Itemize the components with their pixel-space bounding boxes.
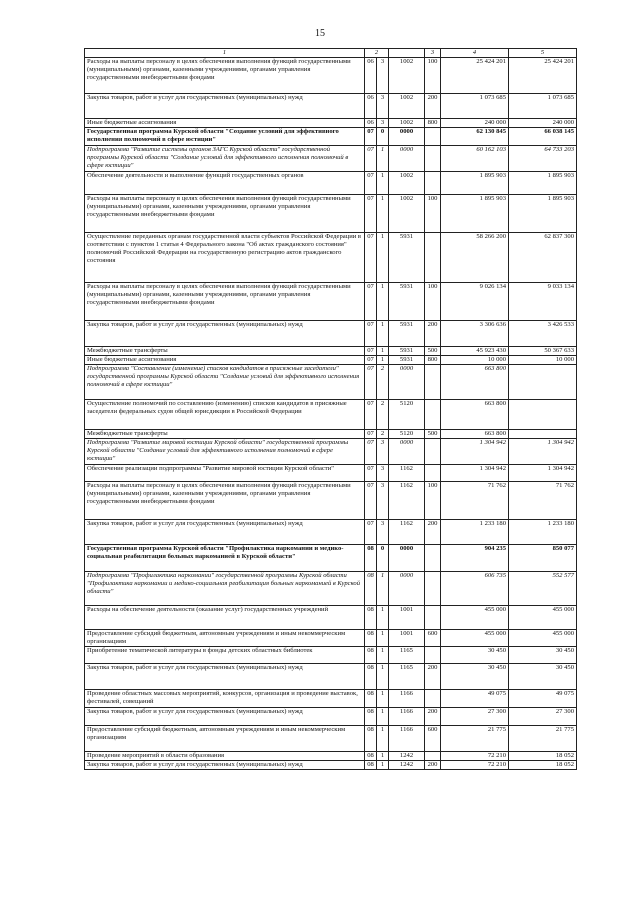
row-subsection: 3 [377,119,389,128]
row-amount-year-2: 455 000 [509,630,577,647]
table-row [85,119,577,128]
row-amount-year-2: 552 577 [509,572,577,606]
row-target-code: 5931 [389,356,425,365]
row-name: Государственная программа Курской области "Профилактика наркомании и медико-социальная реабилитация больных наркоманией в Курской области" [85,545,365,572]
row-expense-type [425,233,441,283]
row-name: Осуществление переданных органам государственной власти субъектов Российской Федерации в соответствии с пунктом 1 статьи 4 Федерального закона "Об актах гражданского состояния" полномочий Российской Федерации на государственную регистрацию актов гражданского состояния [85,233,365,283]
table-row [85,690,577,708]
row-expense-type: 100 [425,283,441,321]
row-expense-type: 200 [425,664,441,690]
row-name: Подпрограмма "Развитие мировой юстиции Курской области" государственной программы Курской области "Создание условий для эффективного исполнения полномочий в сфере юстиции" [85,439,365,465]
row-target-code: 5931 [389,283,425,321]
row-section: 07 [365,195,377,233]
row-amount-year-1: 455 000 [441,630,509,647]
row-subsection: 1 [377,752,389,761]
row-subsection: 1 [377,708,389,726]
row-amount-year-1: 3 306 636 [441,321,509,347]
header-col-5: 5 [509,49,577,58]
row-expense-type: 600 [425,726,441,752]
row-expense-type [425,400,441,430]
row-subsection: 2 [377,430,389,439]
row-section: 08 [365,606,377,630]
row-expense-type [425,606,441,630]
row-expense-type: 100 [425,482,441,520]
row-subsection: 2 [377,365,389,400]
row-expense-type [425,172,441,195]
row-section: 08 [365,647,377,664]
row-name: Государственная программа Курской области "Создание условий для эффективного исполнения полномочий в сфере юстиции" [85,128,365,146]
row-amount-year-2: 27 300 [509,708,577,726]
row-expense-type: 600 [425,630,441,647]
row-expense-type: 500 [425,347,441,356]
row-amount-year-2: 64 733 203 [509,146,577,172]
row-amount-year-1: 49 075 [441,690,509,708]
row-amount-year-1: 1 304 942 [441,465,509,482]
row-expense-type [425,572,441,606]
row-name: Проведение областных массовых мероприятий, конкурсов, организация и проведение выставок, фестивалей, совещаний [85,690,365,708]
row-expense-type: 200 [425,94,441,119]
row-target-code: 1002 [389,94,425,119]
row-amount-year-1: 72 210 [441,761,509,770]
row-amount-year-2: 30 450 [509,647,577,664]
row-subsection: 1 [377,195,389,233]
row-target-code: 1002 [389,119,425,128]
row-amount-year-2: 71 762 [509,482,577,520]
row-subsection: 1 [377,606,389,630]
row-expense-type [425,690,441,708]
row-amount-year-2: 1 304 942 [509,465,577,482]
row-section: 07 [365,347,377,356]
row-name: Приобретение тематической литературы в фонды детских областных библиотек [85,647,365,664]
row-subsection: 1 [377,321,389,347]
row-expense-type: 200 [425,708,441,726]
row-name: Расходы на выплаты персоналу в целях обеспечения выполнения функций государственными (муниципальными) органами, казенными учреждениями, органами управления государственными внебюджетными фондами [85,482,365,520]
row-expense-type [425,439,441,465]
table-row [85,545,577,572]
table-row [85,283,577,321]
row-subsection: 1 [377,356,389,365]
row-amount-year-1: 10 000 [441,356,509,365]
row-expense-type: 800 [425,119,441,128]
row-target-code: 0000 [389,545,425,572]
row-subsection: 1 [377,233,389,283]
row-expense-type [425,647,441,664]
row-amount-year-1: 21 775 [441,726,509,752]
row-amount-year-2: 1 895 903 [509,172,577,195]
row-subsection: 3 [377,465,389,482]
row-section: 07 [365,146,377,172]
row-target-code: 5931 [389,321,425,347]
row-amount-year-1: 1 895 903 [441,195,509,233]
row-section: 08 [365,545,377,572]
row-target-code: 5120 [389,400,425,430]
row-section: 07 [365,482,377,520]
row-section: 07 [365,520,377,545]
row-name: Расходы на обеспечение деятельности (оказание услуг) государственных учреждений [85,606,365,630]
row-target-code: 1242 [389,752,425,761]
row-name: Закупка товаров, работ и услуг для государственных (муниципальных) нужд [85,708,365,726]
row-target-code: 0000 [389,439,425,465]
table-row [85,572,577,606]
row-amount-year-2: 62 837 300 [509,233,577,283]
row-amount-year-1: 25 424 201 [441,58,509,94]
row-amount-year-1: 663 800 [441,365,509,400]
table-row [85,347,577,356]
row-amount-year-2: 850 077 [509,545,577,572]
row-amount-year-1: 62 130 845 [441,128,509,146]
row-expense-type [425,545,441,572]
row-name: Подпрограмма "Профилактика наркомании" государственной программы Курской области "Профилактика наркомании и медико-социальная реабилитация больных наркоманией в Курской области" [85,572,365,606]
row-amount-year-2: 9 033 134 [509,283,577,321]
row-amount-year-2: 10 000 [509,356,577,365]
row-amount-year-2: 30 450 [509,664,577,690]
row-amount-year-2 [509,430,577,439]
header-col-4: 4 [441,49,509,58]
row-section: 07 [365,439,377,465]
row-section: 08 [365,572,377,606]
row-name: Закупка товаров, работ и услуг для государственных (муниципальных) нужд [85,94,365,119]
row-expense-type: 200 [425,520,441,545]
header-col-3: 3 [425,49,441,58]
table-row [85,430,577,439]
row-target-code: 1165 [389,664,425,690]
table-row [85,664,577,690]
table-row [85,761,577,770]
table-row [85,233,577,283]
header-col-empty [389,49,425,58]
row-target-code: 1002 [389,172,425,195]
row-subsection: 1 [377,572,389,606]
table-row [85,465,577,482]
header-col-2: 2 [365,49,389,58]
row-subsection: 1 [377,690,389,708]
table-header-row [85,49,577,58]
row-target-code: 0000 [389,128,425,146]
row-subsection: 1 [377,761,389,770]
row-subsection: 1 [377,283,389,321]
row-amount-year-2: 21 775 [509,726,577,752]
row-name: Межбюджетные трансферты [85,347,365,356]
row-amount-year-2: 1 233 180 [509,520,577,545]
row-amount-year-2: 49 075 [509,690,577,708]
page-number: 15 [315,28,325,39]
row-expense-type: 100 [425,58,441,94]
row-amount-year-2: 3 426 533 [509,321,577,347]
row-amount-year-1: 240 000 [441,119,509,128]
table-row [85,195,577,233]
row-expense-type [425,365,441,400]
row-name: Обеспечение деятельности и выполнение функций государственных органов [85,172,365,195]
row-section: 08 [365,752,377,761]
row-section: 08 [365,761,377,770]
row-target-code: 1162 [389,465,425,482]
row-subsection: 0 [377,545,389,572]
row-amount-year-1: 72 210 [441,752,509,761]
budget-table [84,48,577,770]
row-amount-year-1: 1 233 180 [441,520,509,545]
table-row [85,606,577,630]
row-amount-year-2 [509,400,577,430]
row-section: 07 [365,356,377,365]
row-amount-year-1: 71 762 [441,482,509,520]
row-amount-year-2: 18 052 [509,752,577,761]
row-name: Закупка товаров, работ и услуг для государственных (муниципальных) нужд [85,761,365,770]
row-target-code: 5931 [389,347,425,356]
table-row [85,439,577,465]
row-amount-year-1: 606 735 [441,572,509,606]
row-amount-year-2 [509,365,577,400]
row-amount-year-1: 663 800 [441,400,509,430]
row-target-code: 1001 [389,606,425,630]
row-section: 06 [365,58,377,94]
row-amount-year-2: 1 895 903 [509,195,577,233]
row-subsection: 1 [377,664,389,690]
table-row [85,482,577,520]
row-name: Закупка товаров, работ и услуг для государственных (муниципальных) нужд [85,520,365,545]
table-row [85,146,577,172]
row-target-code: 5931 [389,233,425,283]
row-name: Закупка товаров, работ и услуг для государственных (муниципальных) нужд [85,321,365,347]
row-section: 06 [365,94,377,119]
row-amount-year-1: 9 026 134 [441,283,509,321]
row-name: Расходы на выплаты персоналу в целях обеспечения выполнения функций государственными (муниципальными) органами, казенными учреждениями, органами управления государственными внебюджетными фондами [85,58,365,94]
row-subsection: 1 [377,726,389,752]
table-row [85,58,577,94]
row-target-code: 1242 [389,761,425,770]
row-expense-type [425,465,441,482]
row-amount-year-1: 455 000 [441,606,509,630]
row-section: 07 [365,283,377,321]
table-row [85,365,577,400]
row-subsection: 1 [377,630,389,647]
row-section: 08 [365,726,377,752]
row-target-code: 5120 [389,430,425,439]
row-name: Проведение мероприятий в области образования [85,752,365,761]
row-expense-type [425,752,441,761]
row-name: Предоставление субсидий бюджетным, автономным учреждениям и иным некоммерческим организациям [85,630,365,647]
row-expense-type: 200 [425,761,441,770]
row-amount-year-2: 66 038 145 [509,128,577,146]
table-row [85,647,577,664]
row-subsection: 3 [377,439,389,465]
row-expense-type: 500 [425,430,441,439]
row-section: 07 [365,400,377,430]
row-section: 07 [365,172,377,195]
row-amount-year-1: 30 450 [441,664,509,690]
table-row [85,400,577,430]
row-subsection: 3 [377,94,389,119]
row-amount-year-2: 1 073 685 [509,94,577,119]
row-target-code: 1162 [389,520,425,545]
row-expense-type: 100 [425,195,441,233]
row-amount-year-1: 27 300 [441,708,509,726]
row-subsection: 3 [377,520,389,545]
row-amount-year-2: 1 304 942 [509,439,577,465]
row-subsection: 3 [377,58,389,94]
row-expense-type [425,128,441,146]
row-name: Закупка товаров, работ и услуг для государственных (муниципальных) нужд [85,664,365,690]
row-amount-year-1: 58 266 200 [441,233,509,283]
row-amount-year-1: 904 235 [441,545,509,572]
row-name: Предоставление субсидий бюджетным, автономным учреждениям и иным некоммерческим организациям [85,726,365,752]
row-subsection: 1 [377,647,389,664]
header-col-1: 1 [85,49,365,58]
row-section: 07 [365,465,377,482]
table-row [85,726,577,752]
row-section: 07 [365,128,377,146]
row-subsection: 3 [377,482,389,520]
row-amount-year-1: 1 073 685 [441,94,509,119]
row-name: Осуществление полномочий по составлению (изменению) списков кандидатов в присяжные заседатели федеральных судов общей юрисдикции в Российской Федерации [85,400,365,430]
row-subsection: 0 [377,128,389,146]
row-target-code: 1002 [389,58,425,94]
table-row [85,752,577,761]
row-name: Подпрограмма "Развитие системы органов ЗАГС Курской области" государственной программы Курской области "Создание условий для эффективного исполнения полномочий в сфере юстиции" [85,146,365,172]
row-amount-year-1: 663 800 [441,430,509,439]
row-target-code: 1166 [389,726,425,752]
row-amount-year-2: 50 367 633 [509,347,577,356]
row-section: 08 [365,630,377,647]
row-target-code: 1162 [389,482,425,520]
row-expense-type: 800 [425,356,441,365]
row-subsection: 1 [377,146,389,172]
table-row [85,321,577,347]
row-section: 08 [365,708,377,726]
row-amount-year-2: 455 000 [509,606,577,630]
row-name: Обеспечение реализации подпрограммы "Развитие мировой юстиции Курской области" [85,465,365,482]
row-target-code: 1166 [389,708,425,726]
table-row [85,630,577,647]
row-section: 06 [365,119,377,128]
row-section: 08 [365,664,377,690]
table-row [85,708,577,726]
row-target-code: 0000 [389,365,425,400]
row-amount-year-2: 25 424 201 [509,58,577,94]
row-section: 08 [365,690,377,708]
row-name: Расходы на выплаты персоналу в целях обеспечения выполнения функций государственными (муниципальными) органами, казенными учреждениями, органами управления государственными внебюджетными фондами [85,283,365,321]
row-amount-year-2: 18 052 [509,761,577,770]
row-amount-year-1: 1 895 903 [441,172,509,195]
row-name: Расходы на выплаты персоналу в целях обеспечения выполнения функций государственными (муниципальными) органами, казенными учреждениями, органами управления государственными внебюджетными фондами [85,195,365,233]
row-amount-year-2: 240 000 [509,119,577,128]
row-amount-year-1: 1 304 942 [441,439,509,465]
row-amount-year-1: 45 923 430 [441,347,509,356]
table-row [85,94,577,119]
row-name: Подпрограмма "Составление (изменение) списков кандидатов в присяжные заседатели" государственной программы Курской области "Создание условий для эффективного исполнения полномочий в сфере юстиции" [85,365,365,400]
row-name: Иные бюджетные ассигнования [85,119,365,128]
row-target-code: 1002 [389,195,425,233]
table-row [85,172,577,195]
row-section: 07 [365,321,377,347]
row-target-code: 0000 [389,572,425,606]
row-target-code: 1166 [389,690,425,708]
row-section: 07 [365,430,377,439]
row-subsection: 1 [377,172,389,195]
row-name: Межбюджетные трансферты [85,430,365,439]
row-amount-year-1: 60 162 103 [441,146,509,172]
row-expense-type: 200 [425,321,441,347]
row-target-code: 1165 [389,647,425,664]
row-section: 07 [365,365,377,400]
table-row [85,356,577,365]
row-section: 07 [365,233,377,283]
row-subsection: 1 [377,347,389,356]
table-row [85,520,577,545]
row-name: Иные бюджетные ассигнования [85,356,365,365]
row-target-code: 0000 [389,146,425,172]
row-subsection: 2 [377,400,389,430]
table-row [85,128,577,146]
row-expense-type [425,146,441,172]
row-target-code: 1001 [389,630,425,647]
row-amount-year-1: 30 450 [441,647,509,664]
